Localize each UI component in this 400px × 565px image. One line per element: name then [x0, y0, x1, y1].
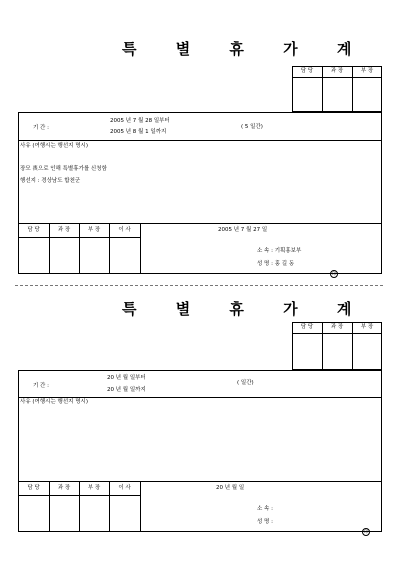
- approval-cell-label: 이 사: [118, 485, 131, 491]
- approval-cell-label: 과 장: [57, 485, 71, 491]
- period-end: 2005 년 8 월 1 일까지: [110, 129, 167, 135]
- approval-cell-label: 이 사: [118, 227, 131, 233]
- reason-header: 사유 (여행시는 행선지 명시): [20, 399, 88, 405]
- seal-icon: 印: [332, 271, 336, 276]
- form-1-table: [18, 112, 382, 274]
- approval-cell-label: 담 당: [300, 324, 314, 330]
- period-days: ( 5 일간): [241, 124, 263, 130]
- approval-cell-label: 담 당: [27, 227, 40, 233]
- period-label: 기 간 :: [33, 125, 49, 131]
- approval-cell-label: 부 장: [87, 485, 101, 491]
- applicant-name: 성 명 : 홍 길 동: [257, 261, 295, 267]
- reason-text: 장모 喪으로 인해 특별휴가를 신청함: [20, 166, 107, 172]
- department: 소 속 :: [257, 506, 273, 512]
- period-start: 20 년 월 일부터: [107, 375, 146, 381]
- period-start: 2005 년 7 월 28 일부터: [110, 118, 170, 124]
- department: 소 속 : 기획홍보부: [257, 248, 302, 254]
- applicant-name: 성 명 :: [257, 519, 273, 525]
- period-label: 기 간 :: [33, 383, 49, 389]
- form-2-title: 특 별 휴 가 계: [122, 300, 369, 318]
- form-2-table: [18, 370, 382, 532]
- reason-header: 사유 (여행시는 행선지 명시): [20, 143, 88, 149]
- period-days: ( 일간): [237, 380, 254, 386]
- approval-cell-label: 담 당: [27, 485, 40, 491]
- approval-cell-label: 부 장: [87, 227, 101, 233]
- approval-cell-label: 부 장: [360, 324, 374, 330]
- approval-cell-label: 과 장: [330, 68, 344, 74]
- period-end: 20 년 월 일까지: [107, 387, 146, 393]
- form-1-title: 특 별 휴 가 계: [122, 40, 369, 58]
- approval-cell-label: 과 장: [57, 227, 71, 233]
- cut-line: [15, 285, 383, 286]
- approval-cell-label: 부 장: [360, 68, 374, 74]
- seal-icon: 印: [364, 529, 368, 534]
- approval-cell-label: 담 당: [300, 68, 314, 74]
- request-date: 2005 년 7 월 27 일: [218, 227, 268, 233]
- request-date: 20 년 월 일: [216, 485, 245, 491]
- destination-text: 행선지 : 경상남도 합천군: [20, 178, 81, 184]
- approval-cell-label: 과 장: [330, 324, 344, 330]
